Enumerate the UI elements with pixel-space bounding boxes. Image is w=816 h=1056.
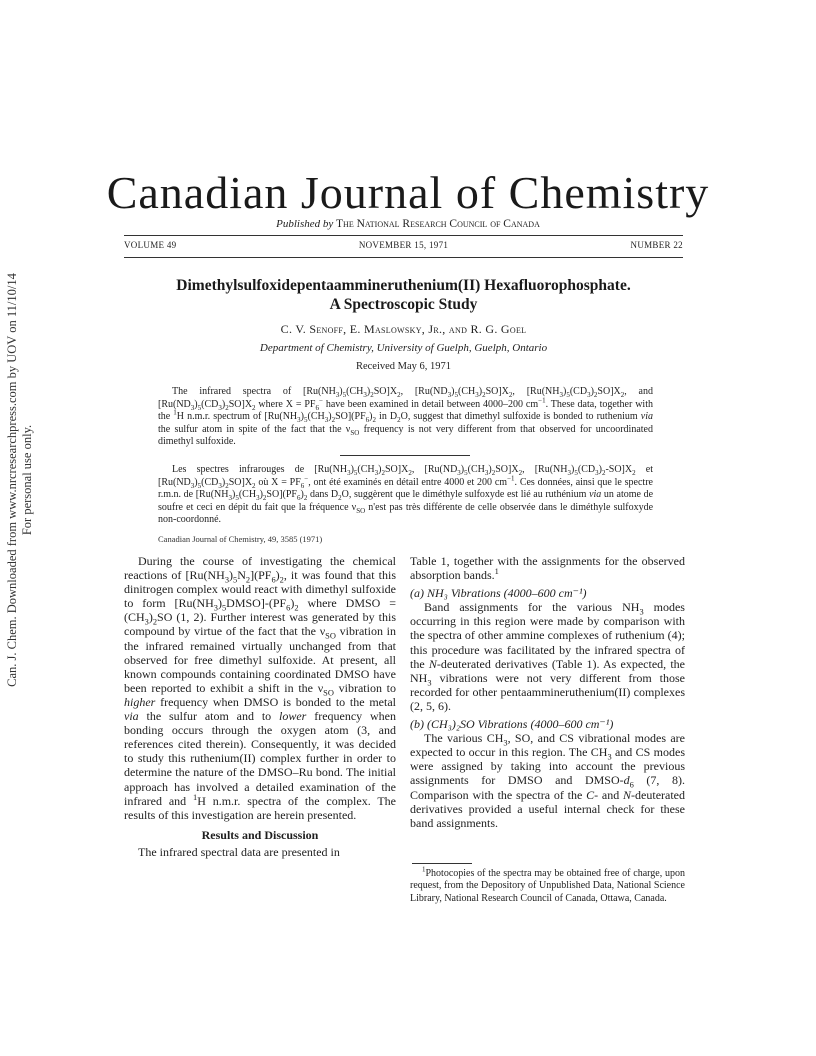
- issue-date: NOVEMBER 15, 1971: [358, 240, 449, 250]
- nh3-paragraph: Band assignments for the various $NH_3$ modes occurring in this region were made by comparison with the spectra of other ammine complexes of ruthenium (4); this procedure was facilitated by the infrared spectra of the N-deuterated derivatives (Table 1). As expected, the $NH_3$ vibrations were not very different from those recorded for other pentaammineruthenium(II) complexes (2, 5, 6).: [410, 600, 685, 713]
- personal-use-notice: For personal use only.: [20, 424, 34, 536]
- download-watermark-line: Can. J. Chem. Downloaded from www.nrcresearchpress.com by UOV on 11/10/14: [5, 273, 19, 687]
- issue-line: [124, 240, 683, 254]
- results-continued: Table 1, together with the assignments for the observed absorption bands.$^1$: [410, 554, 685, 583]
- article-title: [124, 276, 683, 314]
- masthead-rule-bottom: [124, 257, 683, 258]
- article-authors: C. V. Senoff, E. Maslowsky, Jr., and R. G. Goel: [280, 322, 527, 336]
- footnote-rule: [412, 863, 472, 864]
- published-by-label: Published by: [276, 218, 334, 230]
- publisher-name: The National Research Council of Canada: [336, 218, 540, 230]
- article-title-line-2: A Spectroscopic Study: [329, 296, 478, 313]
- abstract-english: The infrared spectra of $[Ru(NH_3)_5(CH_3)_2SO]X_2$, $[Ru(ND_3)_5(CH_3)_2SO]X_2$, $[Ru(NH_3)_5(CD_3)_2SO]X_2$, and $[Ru(ND_3)_5(CD_3)_2SO]X_2$ where $X = PF_6^-$ have been examined in detail between 4000–200 $cm^{-1}$. These data, together with the $^1$H n.m.r. spectrum of $[Ru(NH_3)_5(CH_3)_2SO](PF_6)_2$ in $D_2O$, suggest that dimethyl sulfoxide is bonded to ruthenium via the sulfur atom in spite of the fact that the $\nu_{SO}$ frequency is not very different from that observed for uncoordinated dimethyl sulfoxide.: [158, 386, 654, 447]
- intro-paragraph: During the course of investigating the chemical reactions of $[Ru(NH_3)_5N_2](PF_6)_2$, it was found that this dinitrogen complex would react with dimethyl sulfoxide to form $[Ru(NH_3)_5DMSO]-(PF_6)_2$ where DMSO = $(CH_3)_2SO$ (1, 2). Further interest was generated by this compound by virtue of the fact that the $\nu_{SO}$ vibration in the infrared remained virtually unchanged from that observed for free dimethyl sulfoxide. At present, all known compounds containing coordinated DMSO have been reported to exhibit a shift in the $\nu_{SO}$ vibration to higher frequency when DMSO is bonded to the metal via the sulfur atom and to lower frequency when bonding occurs through the oxygen atom (3, and references cited therein). Consequently, it was decided to study this ruthenium(II) complex further in order to determine the nature of the DMSO–Ru bond. The initial approach has involved a detailed examination of the infrared and $^1$H n.m.r. spectra of the complex. The results of this investigation are herein presented.: [124, 554, 396, 822]
- download-watermark-sidebar: [0, 0, 40, 1056]
- author-affiliation: Department of Chemistry, University of Guelph, Guelph, Ontario: [259, 342, 548, 354]
- abstract-french: Les spectres infrarouges de $[Ru(NH_3)_5(CH_3)_2SO]X_2$, $[Ru(ND_3)_5(CH_3)_2SO]X_2$, $[Ru(NH_3)_5(CD_3)_2-SO]X_2$ et $[Ru(ND_3)_5(CD_3)_2SO]X_2$ où $X = PF_6^-$, ont été examinés en détail entre 4000 et 200 $cm^{-1}$. Ces données, ainsi que le spectre r.m.n. de $[Ru(NH_3)_5(CH_3)_2SO](PF_6)_2$ dans $D_2O$, suggèrent que le diméthyle sulfoxyde est lié au ruthénium via un atome de soufre et ceci en dépit du fait que la fréquence $\nu_{SO}$ n'est pas très différente de celle observée dans le diméthyle sulfoxyde non-coordonné.: [158, 464, 654, 525]
- subhead-nh3-vibrations: (a) NH₃ Vibrations (4000–600 cm⁻¹): [410, 586, 587, 601]
- subhead-dmso-vibrations: (b) (CH₃)₂SO Vibrations (4000–600 cm⁻¹): [410, 717, 614, 732]
- body-column-right: [410, 554, 685, 830]
- abstract-separator: [340, 455, 470, 456]
- dmso-paragraph: The various $CH_3$, SO, and CS vibrational modes are expected to occur in this region. The $CH_3$ and CS modes were assigned by taking into account the previous assignments for DMSO and DMSO-$d_6$ (7, 8). Comparison with the spectra of the C- and N-deuterated derivatives provided a useful internal check for these band assignments.: [410, 731, 686, 830]
- journal-citation: Canadian Journal of Chemistry, 49, 3585 (1971): [158, 534, 323, 544]
- masthead-rule-top: [124, 235, 683, 236]
- received-date: Received May 6, 1971: [355, 361, 452, 372]
- footnote: $^1$Photocopies of the spectra may be obtained free of charge, upon request, from the Depository of Unpublished Data, National Science Library, National Research Council of Canada, Ottawa, Canada.: [410, 865, 685, 904]
- publisher-line: [0, 218, 816, 230]
- issue-number: NUMBER 22: [630, 240, 683, 250]
- body-column-left: [124, 554, 396, 859]
- article-title-line-1: Dimethylsulfoxidepentaammineruthenium(II) Hexafluorophosphate.: [176, 277, 631, 294]
- results-paragraph: The infrared spectral data are presented in: [138, 844, 340, 859]
- journal-title: Canadian Journal of Chemistry: [106, 167, 710, 218]
- results-heading: Results and Discussion: [201, 827, 319, 842]
- volume-label: VOLUME 49: [124, 240, 177, 250]
